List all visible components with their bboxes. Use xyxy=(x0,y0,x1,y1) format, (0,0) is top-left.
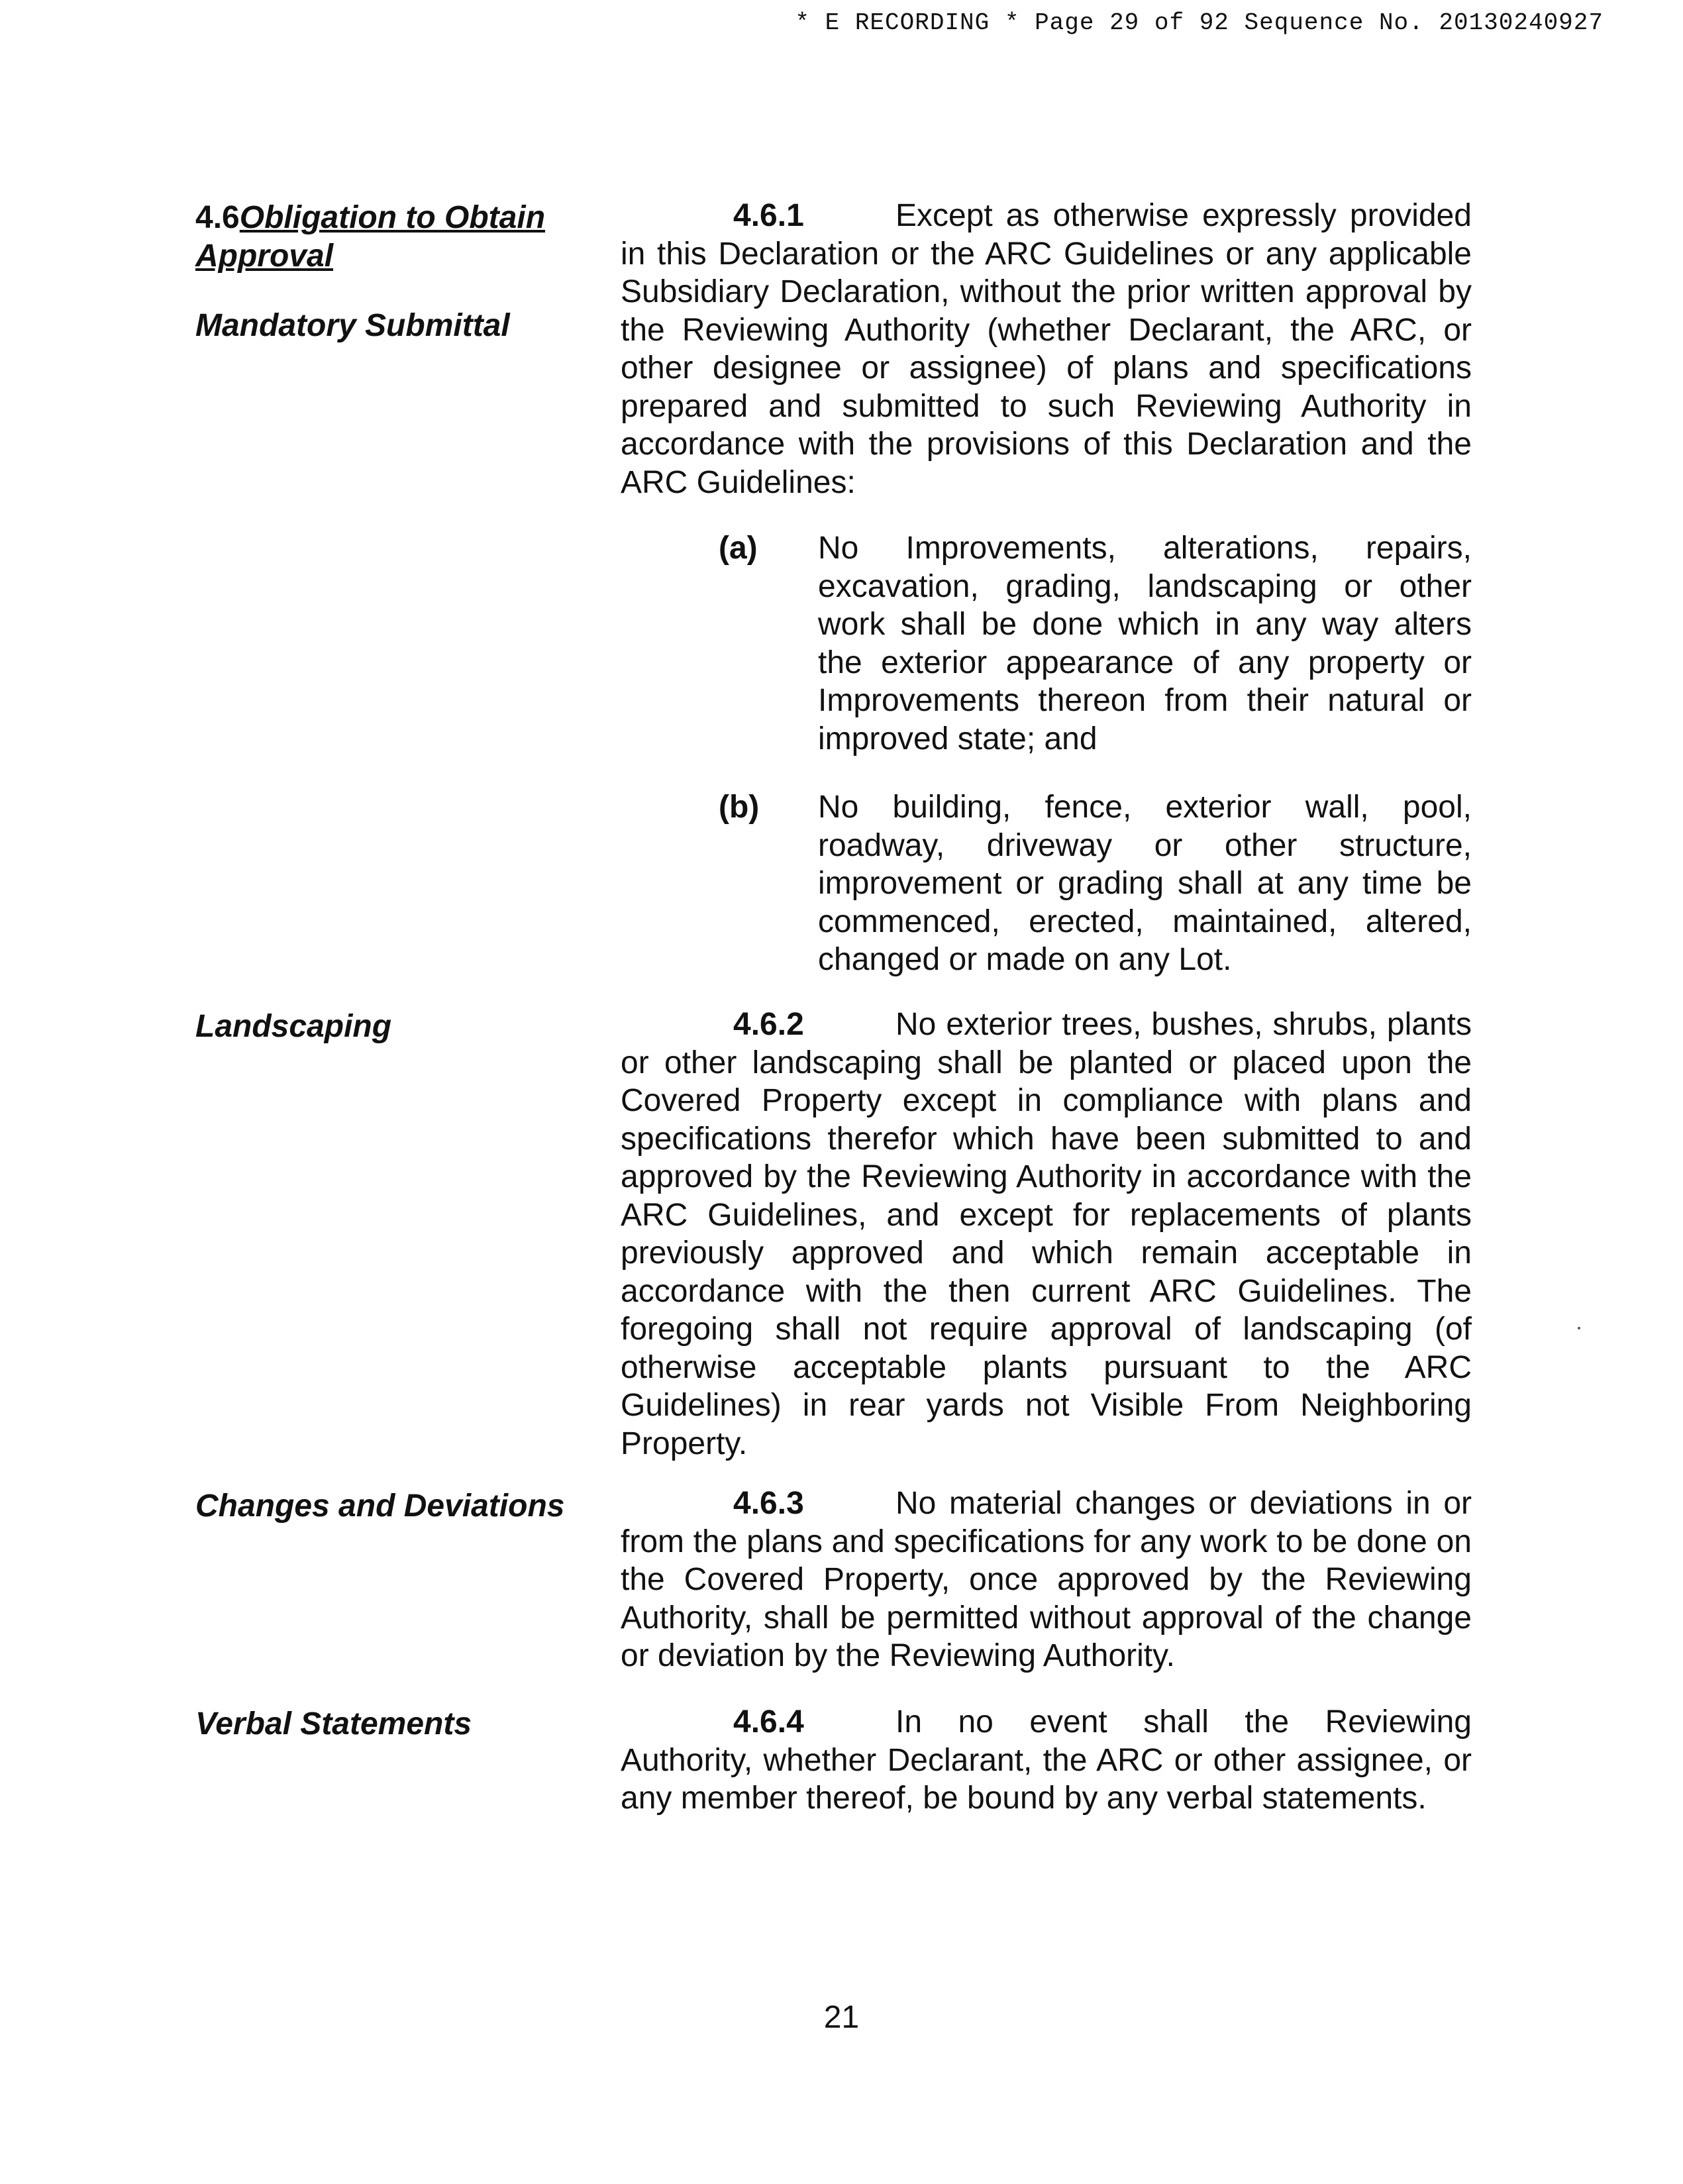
paragraph-number: 4.6.1 xyxy=(733,198,804,233)
subparagraph-b xyxy=(719,788,1472,979)
subparagraph-a xyxy=(719,529,1472,758)
side-heading-landscaping: Landscaping xyxy=(195,1009,392,1044)
paragraph-number: 4.6.3 xyxy=(733,1486,804,1521)
paragraph-text: In no event shall the Reviewing Authority, whether Declarant, the ARC or other assignee, or any member thereof, be bound by any verbal statements. xyxy=(621,1704,1472,1816)
paragraph-number: 4.6.4 xyxy=(733,1704,804,1740)
section-title-line1: Obligation to Obtain xyxy=(239,200,546,235)
subparagraph-text: No Improvements, alterations, repairs, excavation, grading, landscaping or other work shall be done which in any way alters the exterior appearance of any property or Improvements thereon from their natural or improved state; and xyxy=(818,531,1472,756)
subparagraph-label: (b) xyxy=(719,790,760,825)
side-heading-changes-and-deviations: Changes and Deviations xyxy=(195,1488,565,1524)
paragraph-text: Except as otherwise expressly provided in this Declaration or the ARC Guidelines or any applicable Subsidiary Declaration, without the prior written approval by the Reviewing Authority (whether Declarant, the ARC, or other designee or assignee) of plans and specifications prepared and submitted to such Reviewing Authority in accordance with the provisions of this Declaration and the ARC Guidelines: xyxy=(621,198,1472,500)
recording-header: * E RECORDING * Page 29 of 92 Sequence No. 20130240927 xyxy=(795,9,1604,36)
paragraph-text: No material changes or deviations in or from the plans and specifications for any work to be done on the Covered Property, once approved by the Reviewing Authority, shall be permitted without approval of the change or deviation by the Reviewing Authority. xyxy=(621,1486,1472,1673)
paragraph-4-6-3 xyxy=(621,1484,1472,1675)
paragraph-number: 4.6.2 xyxy=(733,1007,804,1042)
section-title-line2: Approval xyxy=(195,238,334,274)
section-number: 4.6 xyxy=(195,200,240,235)
section-heading xyxy=(195,199,593,276)
paragraph-4-6-4 xyxy=(621,1703,1472,1818)
subparagraph-label: (a) xyxy=(719,531,758,566)
side-heading-mandatory-submittal: Mandatory Submittal xyxy=(195,308,510,343)
scan-speck xyxy=(1578,1327,1580,1329)
paragraph-4-6-1 xyxy=(621,197,1472,501)
page-number: 21 xyxy=(823,2000,860,2035)
side-heading-verbal-statements: Verbal Statements xyxy=(195,1706,472,1742)
paragraph-text: No exterior trees, bushes, shrubs, plants or other landscaping shall be planted or placed upon the Covered Property except in compliance with plans and specifications therefor which have been submitted to and approved by the Reviewing Authority in accordance with the ARC Guidelines, and except for replacements of plants previously approved and which remain acceptable in accordance with the then current ARC Guidelines. The foregoing shall not require approval of landscaping (of otherwise acceptable plants pursuant to the ARC Guidelines) in rear yards not Visible From Neighboring Property. xyxy=(621,1007,1472,1461)
paragraph-4-6-2 xyxy=(621,1006,1472,1463)
subparagraph-text: No building, fence, exterior wall, pool, roadway, driveway or other structure, improvement or grading shall at any time be commenced, erected, maintained, altered, changed or made on any Lot. xyxy=(818,790,1472,977)
